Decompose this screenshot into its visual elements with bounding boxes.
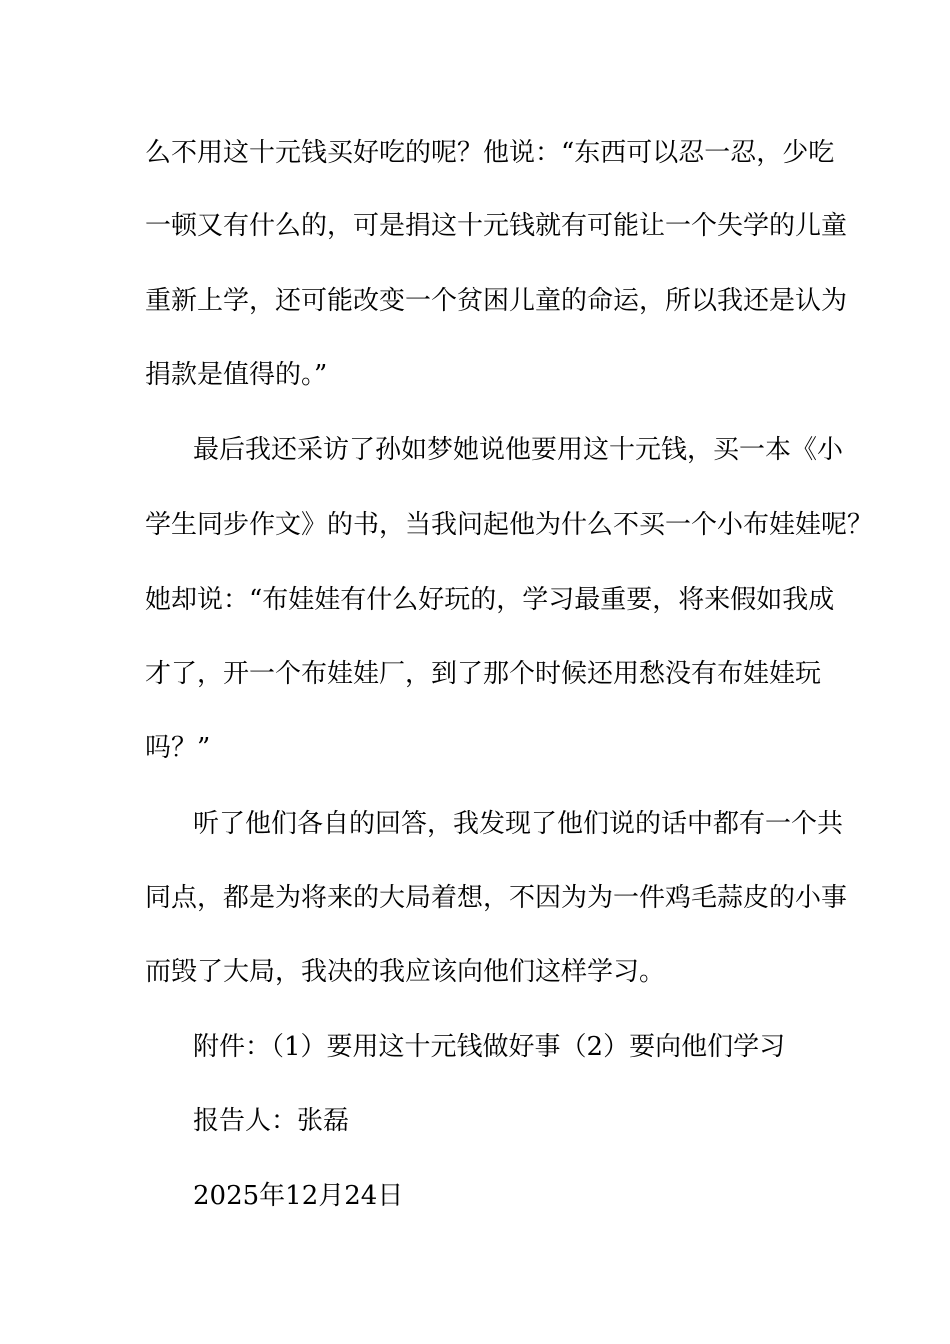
paragraph-line: 而毁了大局，我决的我应该向他们这样学习。 bbox=[145, 957, 666, 987]
attachment-line: 附件：（1）要用这十元钱做好事（2）要向他们学习 bbox=[193, 1032, 786, 1062]
paragraph-line: 么不用这十元钱买好吃的呢？他说：“东西可以忍一忍，少吃 bbox=[145, 138, 835, 168]
date-line: 2025年12月24日 bbox=[193, 1181, 404, 1211]
paragraph-line: 重新上学，还可能改变一个贫困儿童的命运，所以我还是认为 bbox=[145, 286, 848, 316]
reporter-line: 报告人：张磊 bbox=[193, 1106, 350, 1136]
paragraph-line: 才了，开一个布娃娃厂，到了那个时候还用愁没有布娃娃玩 bbox=[145, 659, 822, 689]
paragraph-line: 一顿又有什么的，可是捐这十元钱就有可能让一个失学的儿童 bbox=[145, 211, 848, 241]
paragraph-line: 同点，都是为将来的大局着想，不因为为一件鸡毛蒜皮的小事 bbox=[145, 883, 848, 913]
paragraph-line: 听了他们各自的回答，我发现了他们说的话中都有一个共 bbox=[193, 809, 844, 839]
paragraph-line: 学生同步作文》的书，当我问起他为什么不买一个小布娃娃呢？ bbox=[145, 510, 874, 540]
paragraph-line: 她却说：“布娃娃有什么好玩的，学习最重要，将来假如我成 bbox=[145, 585, 835, 615]
paragraph-line: 最后我还采访了孙如梦她说他要用这十元钱，买一本《小 bbox=[193, 435, 844, 465]
paragraph-line: 捐款是值得的。” bbox=[145, 360, 328, 390]
paragraph-line: 吗？” bbox=[145, 733, 211, 763]
